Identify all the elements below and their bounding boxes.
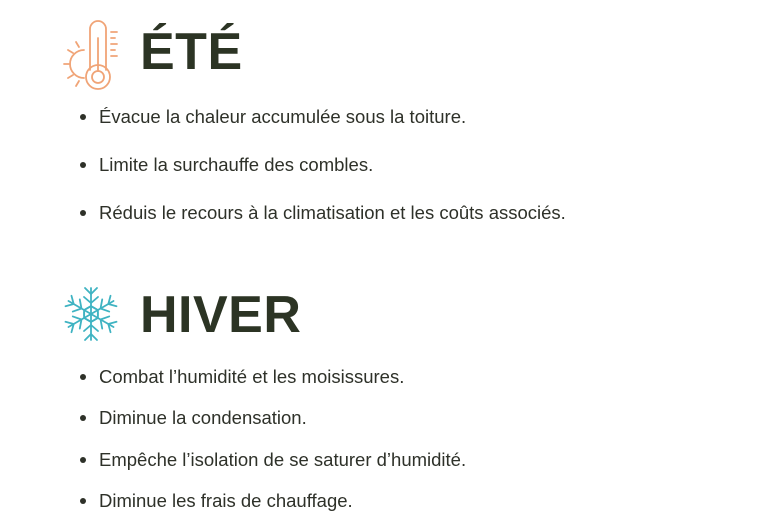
bullet-icon: [80, 114, 86, 120]
winter-title: HIVER: [140, 286, 302, 344]
list-item-text: Évacue la chaleur accumulée sous la toiture.: [99, 106, 467, 127]
list-item-text: Réduis le recours à la climatisation et les coûts associés.: [99, 202, 566, 223]
snowflake-icon: [62, 285, 120, 343]
bullet-icon: [80, 498, 86, 504]
list-item-text: Limite la surchauffe des combles.: [99, 154, 374, 175]
bullet-icon: [80, 210, 86, 216]
summer-title: ÉTÉ: [140, 23, 243, 81]
list-item-text: Diminue la condensation.: [99, 407, 307, 428]
list-item-text: Diminue les frais de chauffage.: [99, 490, 353, 511]
bullet-icon: [80, 415, 86, 421]
list-item-text: Empêche l’isolation de se saturer d’humidité.: [99, 449, 467, 470]
bullet-icon: [80, 162, 86, 168]
list-item-text: Combat l’humidité et les moisissures.: [99, 366, 405, 387]
bullet-icon: [80, 374, 86, 380]
bullet-icon: [80, 457, 86, 463]
thermometer-sun-icon: [62, 20, 122, 90]
